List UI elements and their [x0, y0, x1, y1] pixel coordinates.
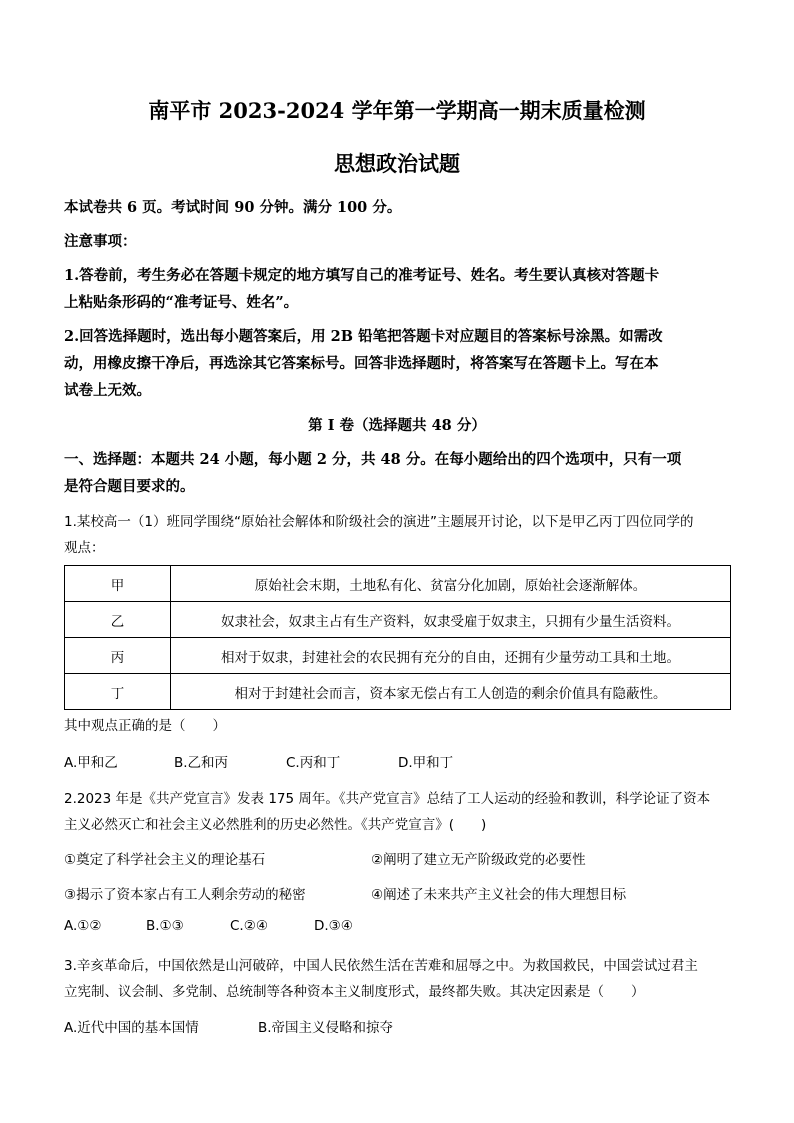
notice-heading: 注意事项：	[64, 233, 137, 250]
q1-option-d: D.甲和丁	[398, 755, 454, 771]
q1-question: 其中观点正确的是（ ）	[64, 718, 226, 734]
student-viewpoint: 相对于奴隶，封建社会的农民拥有充分的自由，还拥有少量劳动工具和土地。	[171, 638, 731, 674]
q2-item-2: ②阐明了建立无产阶级政党的必要性	[371, 852, 586, 868]
q1-option-c: C.丙和丁	[286, 755, 341, 771]
q2-item-1: ①奠定了科学社会主义的理论基石	[64, 852, 266, 868]
q1-option-b: B.乙和丙	[174, 755, 229, 771]
note-2-line-2: 动，用橡皮擦干净后，再选涂其它答案标号。回答非选择题时，将答案写在答题卡上。写在本	[64, 355, 659, 372]
student-viewpoint: 奴隶社会，奴隶主占有生产资料，奴隶受雇于奴隶主，只拥有少量生活资料。	[171, 602, 731, 638]
q1-stem-line-1: 1.某校高一（1）班同学围绕“原始社会解体和阶级社会的演进”主题展开讨论，以下是甲乙丙丁四位同学的	[64, 514, 694, 530]
exam-title: 南平市 2023-2024 学年第一学期高一期末质量检测	[148, 98, 646, 123]
note-1-line-1: 1.答卷前，考生务必在答题卡规定的地方填写自己的准考证号、姓名。考生要认真核对答题卡	[64, 267, 660, 284]
q2-option-c: C.②④	[230, 918, 268, 934]
student-name: 甲	[65, 566, 171, 602]
q3-option-b: B.帝国主义侵略和掠夺	[258, 1020, 394, 1036]
q3-stem-line-1: 3.辛亥革命后，中国依然是山河破碎，中国人民依然生活在苦难和屈辱之中。为救国救民，中国尝试过君主	[64, 958, 698, 974]
table-row	[65, 566, 731, 602]
section-instructions-line-2: 是符合题目要求的。	[64, 478, 195, 495]
section-heading: 第 I 卷（选择题共 48 分）	[308, 417, 486, 434]
student-viewpoint: 相对于封建社会而言，资本家无偿占有工人创造的剩余价值具有隐蔽性。	[171, 674, 731, 710]
table-row	[65, 674, 731, 710]
note-1-line-2: 上粘贴条形码的“准考证号、姓名”。	[64, 294, 299, 311]
q3-stem-line-2: 立宪制、议会制、多党制、总统制等各种资本主义制度形式，最终都失败。其决定因素是（ ）	[64, 984, 645, 1000]
student-viewpoint: 原始社会末期，土地私有化、贫富分化加剧，原始社会逐渐解体。	[171, 566, 731, 602]
table-row	[65, 638, 731, 674]
q2-option-a: A.①②	[64, 918, 102, 934]
exam-info: 本试卷共 6 页。考试时间 90 分钟。满分 100 分。	[64, 199, 402, 216]
q2-stem-line-2: 主义必然灭亡和社会主义必然胜利的历史必然性。《共产党宣言》( )	[64, 817, 487, 833]
note-2-line-3: 试卷上无效。	[64, 382, 151, 399]
q2-option-b: B.①③	[146, 918, 184, 934]
q2-item-4: ④阐述了未来共产主义社会的伟大理想目标	[371, 887, 627, 903]
q1-viewpoints-table	[64, 565, 731, 710]
q2-stem-line-1: 2.2023 年是《共产党宣言》发表 175 周年。《共产党宣言》总结了工人运动的经验和教训，科学论证了资本	[64, 791, 711, 807]
student-name: 丁	[65, 674, 171, 710]
q2-option-d: D.③④	[314, 918, 353, 934]
student-name: 乙	[65, 602, 171, 638]
student-name: 丙	[65, 638, 171, 674]
note-2-line-1: 2.回答选择题时，选出每小题答案后，用 2B 铅笔把答题卡对应题目的答案标号涂黑。如需改	[64, 328, 663, 345]
q2-item-3: ③揭示了资本家占有工人剩余劳动的秘密	[64, 887, 306, 903]
q1-stem-line-2: 观点：	[64, 540, 105, 556]
section-instructions-line-1: 一、选择题：本题共 24 小题，每小题 2 分，共 48 分。在每小题给出的四个选项中，只有一项	[64, 451, 682, 468]
q1-option-a: A.甲和乙	[64, 755, 118, 771]
exam-subtitle: 思想政治试题	[334, 151, 460, 176]
table-row	[65, 602, 731, 638]
q3-option-a: A.近代中国的基本国情	[64, 1020, 199, 1036]
